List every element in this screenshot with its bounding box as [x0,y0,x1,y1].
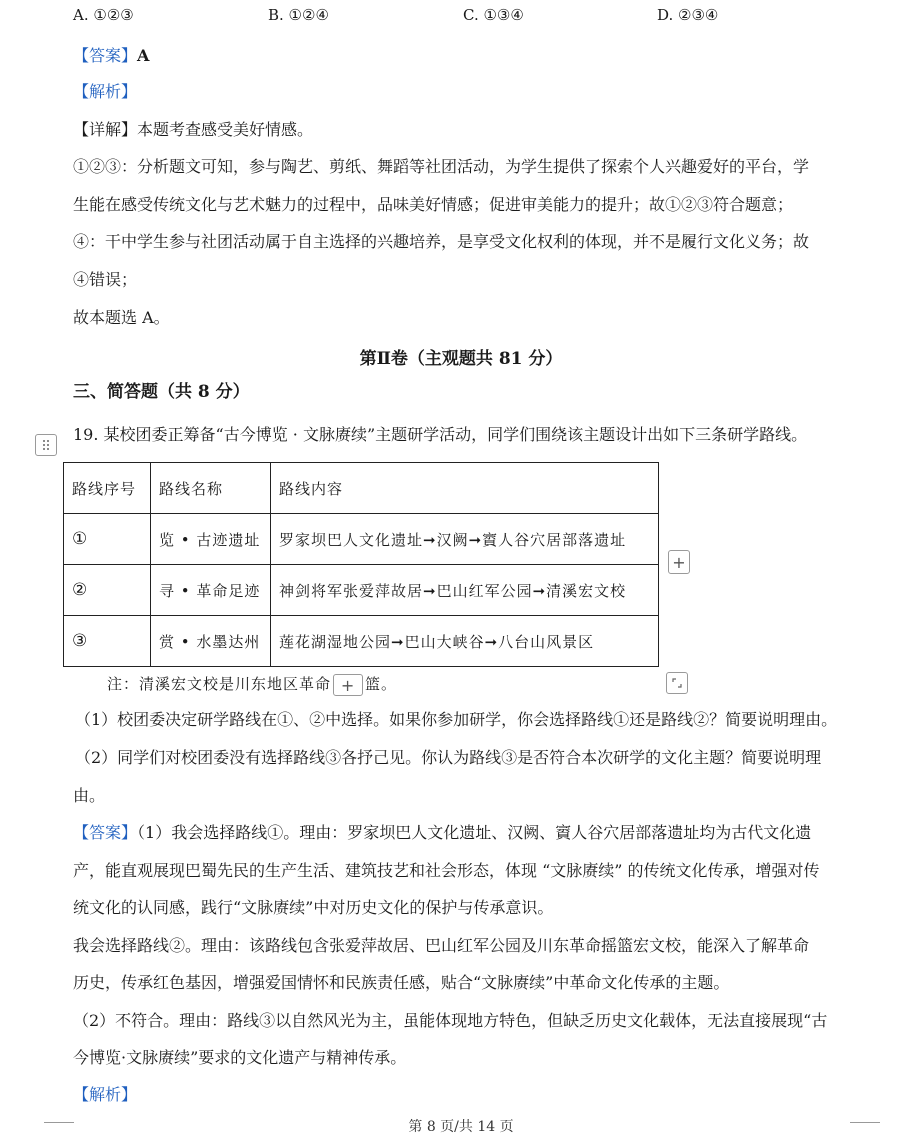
q19-answer-1-cont: 产，能直观展现巴蜀先民的生产生活、建筑技艺和社会形态，体现 “文脉赓续” 的传统文化传承，增强对传 [73,861,820,880]
table-row [64,616,659,667]
analysis-paragraph-2-cont: ④错误； [73,270,138,289]
table-note [107,673,397,696]
q19-analysis-tag: 【解析】 [73,1085,138,1104]
route-number: ③ [64,616,151,667]
analysis-paragraph-2: ④：干中学生参与社团活动属于自主选择的兴趣培养，是享受文化权利的体现，并不是履行文化义务；故 [73,232,810,251]
add-column-button[interactable] [668,550,690,574]
plus-icon: + [340,675,356,695]
route-content: 罗家坝巴人文化遗址➞汉阙➞賨人谷穴居部落遗址 [271,514,659,565]
route-name: 寻 • 革命足迹 [151,565,271,616]
route-name: 览 • 古迹遗址 [151,514,271,565]
option-a: A. ①②③ [73,6,134,24]
option-d: D. ②③④ [657,6,719,24]
answer-text: （1）我会选择路线①。理由：罗家坝巴人文化遗址、汉阙、賨人谷穴居部落遗址均为古代文化遗 [137,823,812,842]
sub-question-1: （1）校团委决定研学路线在①、②中选择。如果你参加研学，你会选择路线①还是路线②？简要说明理由。 [75,710,838,729]
route-table [63,462,659,667]
drag-handle-icon[interactable] [35,434,57,456]
table-row [64,565,659,616]
route-number: ① [64,514,151,565]
q19-answer-2: 我会选择路线②。理由：该路线包含张爱萍故居、巴山红军公园及川东革命摇篮宏文校，能深入了解革命 [73,936,810,955]
question-19-stem: 19. 某校团委正筹备“古今博览 · 文脉赓续”主题研学活动，同学们围绕该主题设计出如下三条研学路线。 [73,425,808,444]
detail-line: 【详解】本题考查感受美好情感。 [73,120,314,139]
q18-answer-line [73,45,149,67]
table-header-cell: 路线名称 [151,463,271,514]
sub-question-2-cont: 由。 [73,786,106,805]
q19-answer-2-cont: 历史，传承红色基因，增强爱国情怀和民族责任感，贴合“文脉赓续”中革命文化传承的主题。 [73,973,730,992]
q19-answer-1 [73,822,811,844]
sub-question-2: （2）同学们对校团委没有选择路线③各抒己见。你认为路线③是否符合本次研学的文化主题？简要说明理 [75,748,822,767]
add-row-button[interactable] [333,674,363,696]
resize-icon [671,677,683,689]
analysis-tag: 【解析】 [73,82,138,101]
table-header-cell: 路线序号 [64,463,151,514]
answer-tag: 【答案】 [73,46,138,65]
conclusion-line: 故本题选 A。 [73,308,170,327]
route-number: ② [64,565,151,616]
q19-answer-3: （2）不符合。理由：路线③以自然风光为主，虽能体现地方特色，但缺乏历史文化载体，无法直接展现“古 [73,1011,828,1030]
part-title: 第Ⅱ卷（主观题共 81 分） [359,349,563,369]
route-content: 神剑将军张爱萍故居➞巴山红军公园➞清溪宏文校 [271,565,659,616]
footer-rule-right [850,1122,880,1123]
analysis-paragraph-1-cont: 生能在感受传统文化与艺术魅力的过程中，品味美好情感；促进审美能力的提升；故①②③符合题意； [73,195,794,214]
route-name: 赏 • 水墨达州 [151,616,271,667]
note-text: 注：清溪宏文校是川东地区革命 [107,675,332,693]
note-text-end: 篮。 [365,675,398,693]
table-row [64,514,659,565]
plus-icon: + [672,552,686,572]
resize-table-button[interactable] [666,672,688,694]
analysis-paragraph-1: ①②③：分析题文可知，参与陶艺、剪纸、舞蹈等社团活动，为学生提供了探索个人兴趣爱好的平台，学 [73,157,810,176]
route-content: 莲花湖湿地公园➞巴山大峡谷➞八台山风景区 [271,616,659,667]
answer-value: A [137,46,150,65]
table-header-cell: 路线内容 [271,463,659,514]
page-footer: 第 8 页/共 14 页 [408,1119,514,1135]
q19-answer-1-cont2: 统文化的认同感，践行“文脉赓续”中对历史文化的保护与传承意识。 [73,898,554,917]
section-title: 三、简答题（共 8 分） [73,382,250,402]
footer-rule-left [44,1122,74,1123]
option-b: B. ①②④ [268,6,329,24]
q19-answer-3-cont: 今博览·文脉赓续”要求的文化遗产与精神传承。 [73,1048,407,1067]
table-header-row [64,463,659,514]
option-c: C. ①③④ [463,6,524,24]
answer-tag: 【答案】 [73,823,138,842]
